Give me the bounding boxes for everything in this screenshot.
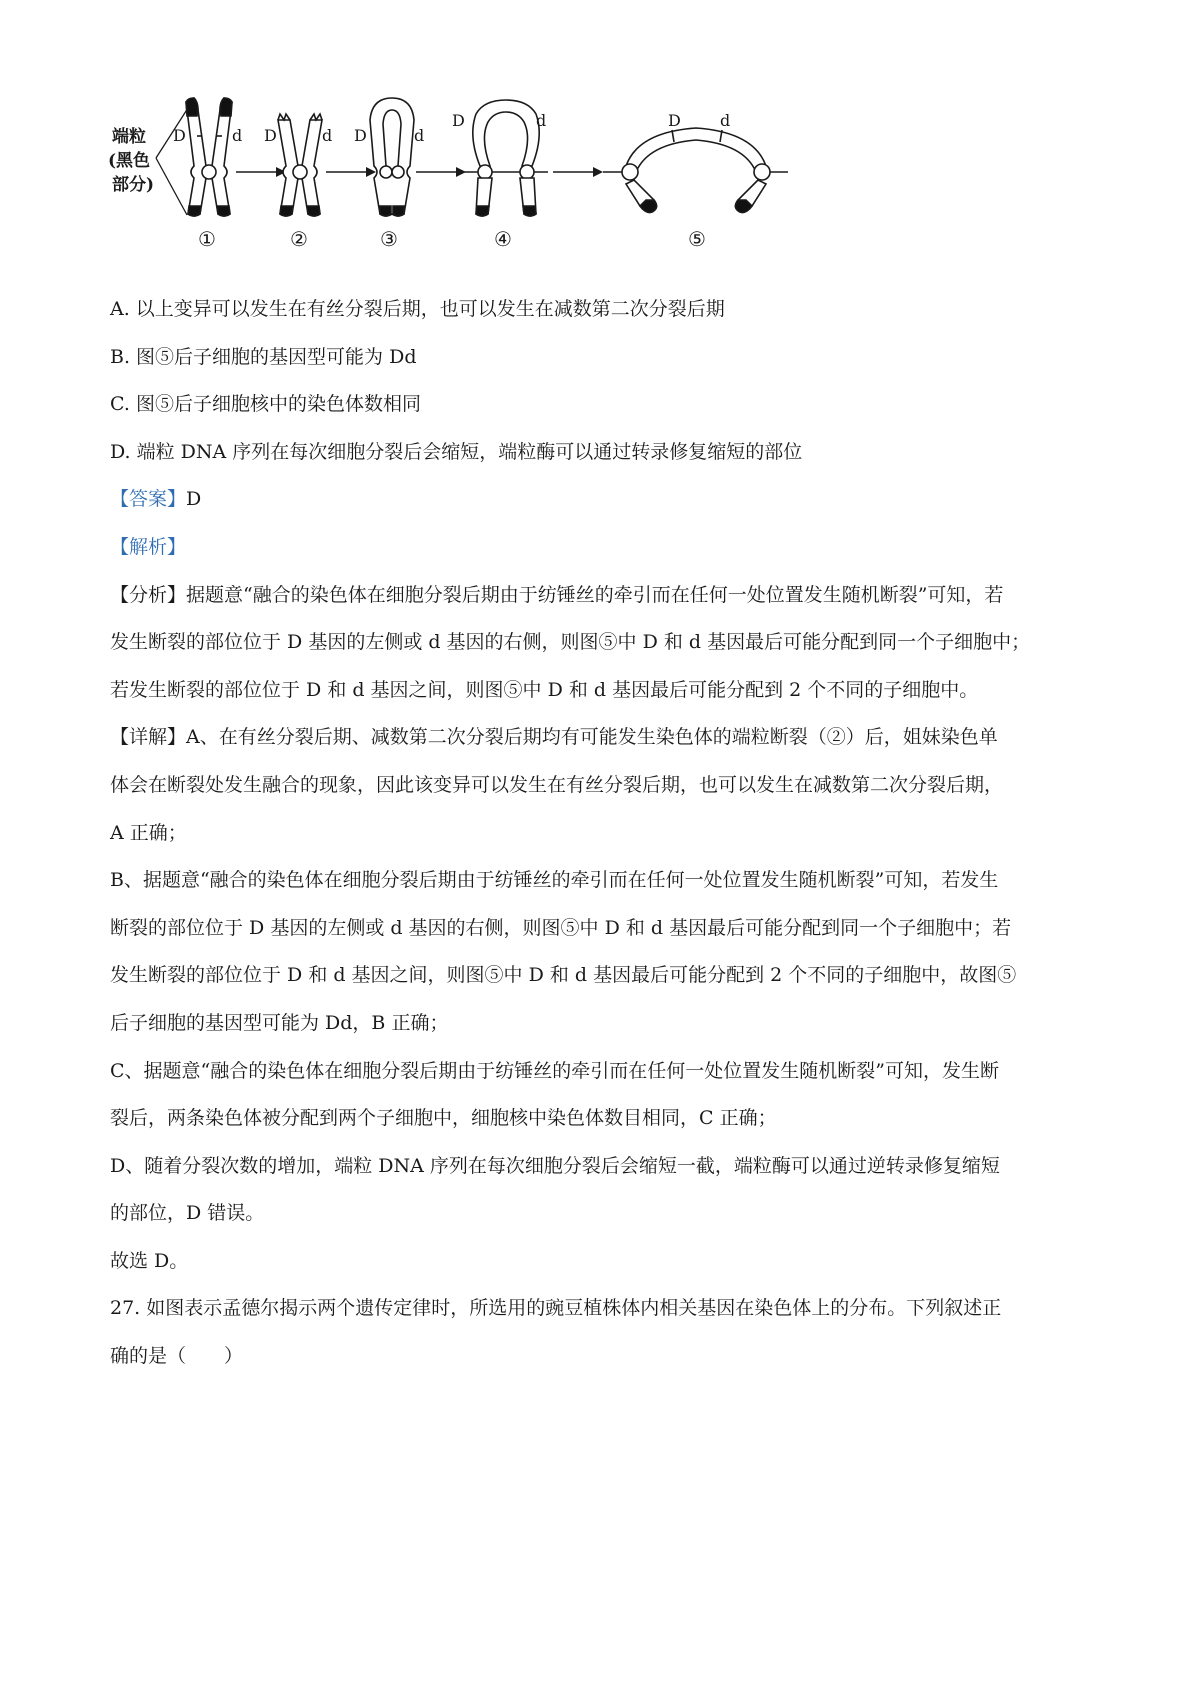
option-c: C. 图⑤后子细胞核中的染色体数相同: [110, 393, 421, 416]
option-d: D. 端粒 DNA 序列在每次细胞分裂后会缩短，端粒酶可以通过转录修复缩短的部位: [110, 440, 803, 463]
stage-label-5: ⑤: [688, 227, 706, 251]
question-27-line: 确的是（ ）: [110, 1345, 244, 1368]
body-line: 发生断裂的部位位于 D 和 d 基因之间，则图⑤中 D 和 d 基因最后可能分配到 2 个不同的子细胞中，故图⑤: [110, 964, 1017, 987]
chromosome-stage-5: [603, 128, 788, 212]
body-line: D、随着分裂次数的增加，端粒 DNA 序列在每次细胞分裂后会缩短一截，端粒酶可以通过逆转录修复缩短: [110, 1154, 1000, 1177]
answer-tag: 【答案】: [110, 488, 187, 511]
option-a: A. 以上变异可以发生在有丝分裂后期，也可以发生在减数第二次分裂后期: [110, 298, 725, 320]
telomere-label-2: (黑色: [108, 151, 151, 171]
stage-label-2: ②: [290, 227, 308, 251]
body-line: C、据题意“融合的染色体在细胞分裂后期由于纺锤丝的牵引而在任何一处位置发生随机断裂”可知，发生断: [110, 1059, 999, 1082]
gene-D-label: D: [173, 126, 186, 145]
chromosome-stage-2: [278, 114, 322, 216]
question-content: [110, 286, 1100, 1381]
chromosome-diagram: [108, 96, 868, 276]
gene-D-label-5: D: [668, 111, 681, 130]
body-line: 若发生断裂的部位位于 D 和 d 基因之间，则图⑤中 D 和 d 基因最后可能分配到 2 个不同的子细胞中。: [110, 678, 979, 701]
option-b: B. 图⑤后子细胞的基因型可能为 Dd: [110, 345, 417, 368]
telomere-label-3: 部分): [112, 175, 155, 195]
body-line: B、据题意“融合的染色体在细胞分裂后期由于纺锤丝的牵引而在任何一处位置发生随机断裂”可知，若发生: [110, 869, 999, 892]
stage-label-1: ①: [198, 227, 216, 251]
body-line: 裂后，两条染色体被分配到两个子细胞中，细胞核中染色体数目相同，C 正确；: [110, 1107, 777, 1130]
stage-label-4: ④: [494, 227, 512, 251]
analysis-heading: 【解析】: [110, 535, 187, 558]
answer-value: D: [186, 488, 202, 511]
gene-D-label-4: D: [452, 111, 465, 130]
gene-d-label: d: [232, 126, 243, 145]
gene-d-label-2: d: [322, 126, 333, 145]
question-27-line: 27. 如图表示孟德尔揭示两个遗传定律时，所选用的豌豆植株体内相关基因在染色体上的分布。下列叙述正: [110, 1297, 1002, 1320]
chromosome-stage-3: [370, 98, 414, 216]
chromosome-stage-4: [460, 100, 548, 216]
body-line: 断裂的部位位于 D 基因的左侧或 d 基因的右侧，则图⑤中 D 和 d 基因最后可能分配到同一个子细胞中；若: [110, 916, 1012, 939]
gene-d-label-3: d: [414, 126, 425, 145]
telomere-label-1: 端粒: [112, 127, 146, 147]
chromosome-stage-1: [186, 98, 232, 216]
gene-d-label-4: d: [536, 111, 547, 130]
body-line: 【详解】A、在有丝分裂后期、减数第二次分裂后期均有可能发生染色体的端粒断裂（②）后，姐妹染色单: [110, 726, 998, 749]
gene-d-label-5: d: [720, 111, 731, 130]
gene-D-label-3: D: [354, 126, 367, 145]
body-line: 故选 D。: [110, 1249, 189, 1272]
answer-line: [110, 476, 1100, 524]
body-line: 的部位，D 错误。: [110, 1202, 265, 1225]
gene-D-label-2: D: [264, 126, 277, 145]
chromosome-figure: [108, 96, 868, 276]
body-line: 【分析】据题意“融合的染色体在细胞分裂后期由于纺锤丝的牵引而在任何一处位置发生随机断裂”可知，若: [110, 583, 1004, 606]
body-line: 发生断裂的部位位于 D 基因的左侧或 d 基因的右侧，则图⑤中 D 和 d 基因最后可能分配到同一个子细胞中；: [110, 631, 1031, 654]
body-line: 后子细胞的基因型可能为 Dd，B 正确；: [110, 1011, 449, 1034]
body-line: A 正确；: [110, 821, 187, 844]
stage-label-3: ③: [380, 227, 398, 251]
body-line: 体会在断裂处发生融合的现象，因此该变异可以发生在有丝分裂后期，也可以发生在减数第二次分裂后期，: [110, 773, 1004, 796]
